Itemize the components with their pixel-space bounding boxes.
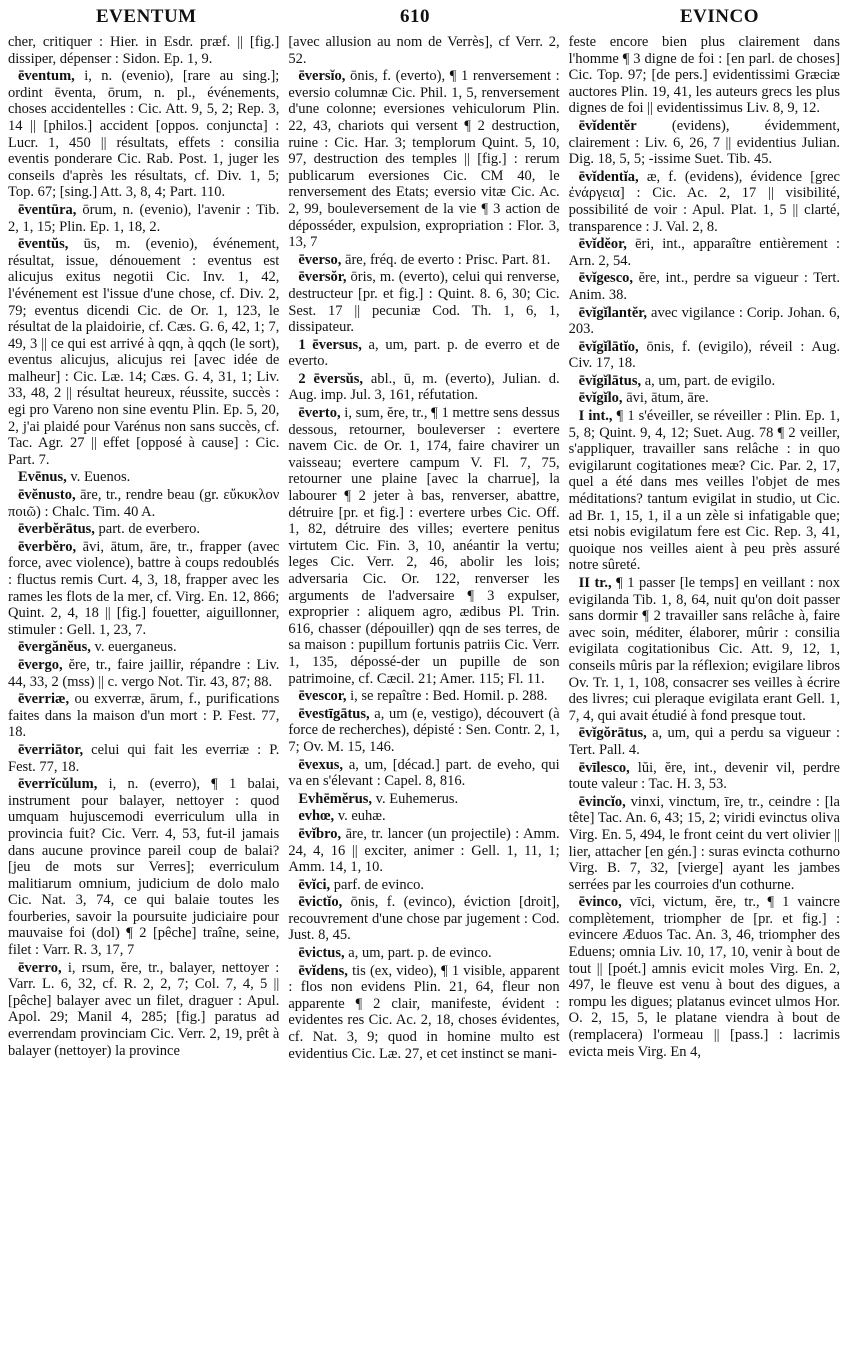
entry-headword: ēvĭgĭlātus, [578, 372, 642, 389]
entry-headword: 1 ēversus, [298, 336, 362, 353]
dictionary-entry [569, 339, 840, 372]
dictionary-entry [288, 252, 559, 269]
entry-headword: ēvĭgesco, [578, 270, 634, 287]
dictionary-entry [8, 742, 279, 775]
entry-headword: ēvĭgŏrātus, [578, 725, 647, 742]
entry-definition: tis (ex, video), ¶ 1 visible, apparent : flos non evidens Plin. 21, 64, fleur non apparente ¶ 2 clair, manifeste, évident : evidentes res Cic. Ac. 2, 18, choses évidentes, cf. Nat. 3, 9; quod in homine multo est evidentius Cic. Læ. 27, et cet instinct se mani- [288, 962, 560, 1062]
entry-definition: [avec allusion au nom de Verrès], cf Verr. 2, 52. [288, 34, 560, 67]
entry-headword: ēverbĕro, [18, 538, 77, 555]
entry-definition: ĕre, tr., faire jaillir, répandre : Liv. 44, 33, 2 (mss) || c. vergo Not. Tir. 43, 87; 88. [8, 656, 280, 690]
entry-definition: ōnis, f. (evinco), éviction [droit], recouvrement d'une chose par jugement : Cod. Just. 8, 45. [288, 894, 560, 944]
dictionary-entry [288, 757, 559, 790]
entry-headword: ēventum, [18, 68, 75, 85]
dictionary-entry [569, 34, 840, 117]
dictionary-entry [288, 269, 559, 335]
entry-headword: ēvexus, [298, 756, 344, 773]
entry-headword: ēvĭbro, [298, 825, 342, 842]
entry-headword: ēvĭdens, [298, 962, 348, 979]
column-1 [8, 34, 279, 1346]
entry-headword: ēverriātor, [18, 741, 84, 758]
entry-definition: abl., ū, m. (everto), Julian. d. Aug. imp. Jul. 3, 161, réfutation. [288, 370, 560, 404]
entry-definition: ōnis, f. (evigilo), réveil : Aug. Civ. 17, 18. [568, 338, 840, 372]
dictionary-columns [8, 34, 840, 1346]
column-2 [288, 34, 559, 1346]
dictionary-entry [569, 794, 840, 894]
entry-definition: vīci, victum, ĕre, tr., ¶ 1 vaincre complètement, triompher de [pr. et fig.] : evincere Æduos Tac. An. 3, 46, triompher des Eduens; omnia Liv. 10, 17, 10, venir à bout de tout || [poét.] amnis evicit moles Virg. En. 2, 497, le fleuve est venu à bout des digues, a rompu les digues; platanus evincet ulmos Hor. O. 2, 15, 5, le platane viendra à bout de (remplacera) l'ormeau || [pass.] : lacrimis evicta meis Virg. En 4, [568, 894, 840, 1060]
dictionary-entry [8, 469, 279, 486]
entry-headword: ēvictus, [298, 945, 345, 962]
entry-headword: ēvĭci, [298, 876, 331, 893]
entry-definition: āre, tr. lancer (un projectile) : Amm. 24, 4, 16 || exciter, animer : Gell. 1, 11, 1; Amm. 14, 1, 10. [288, 825, 560, 876]
dictionary-entry [8, 639, 279, 656]
dictionary-entry [288, 706, 559, 756]
entry-headword: ēvĭgĭlantĕr, [578, 304, 647, 321]
entry-headword: ēvergo, [18, 656, 63, 673]
entry-headword: ēversŏr, [298, 269, 347, 286]
entry-headword: ēvincĭo, [578, 793, 626, 810]
dictionary-entry [569, 305, 840, 338]
column-3 [569, 34, 840, 1346]
dictionary-entry [569, 760, 840, 793]
running-header [0, 6, 846, 32]
dictionary-entry [8, 657, 279, 690]
entry-definition: a, um, qui a perdu sa vigueur : Tert. Pall. 4. [568, 725, 840, 758]
entry-definition: a, um, part. p. de everro et de everto. [288, 336, 560, 370]
dictionary-entry [569, 894, 840, 1060]
entry-definition: v. euerganeus. [94, 639, 177, 656]
entry-headword: evhœ, [298, 808, 335, 825]
entry-headword: ēvĭgĭlātĭo, [578, 338, 639, 355]
entry-definition: avec vigilance : Corip. Johan. 6, 203. [568, 304, 840, 338]
entry-definition: vinxi, vinctum, īre, tr., ceindre : [la tête] Tac. An. 6, 43; 15, 2; viridi evinctus oliva Virg. En. 5, 494, le front ceint du vert olivier || lier, attacher [en gén.] : suras evincta cothurno Virg. B. 7, 32, [vierge] ayant les jambes serrées par les courroies d'un cothurne. [568, 793, 840, 893]
entry-headword: ēvĭdentĭa, [578, 168, 639, 185]
dictionary-entry [288, 826, 559, 876]
entry-headword: ēversĭo, [298, 68, 346, 85]
entry-definition: ūs, m. (evenio), événement, résultat, issue, dénouement : eventus est alicujus exitus negotii Cic. Inv. 1, 42, l'événement est l'issue d'une chose, cf. Div. 2, 79; eventus dicendi Cic. de Or. 1, 123, le résultat de la plaidoirie, cf. Cæs. G. 6, 42, 1; 7, 49, 3 || ce qui est arrivé à qqn, à qqch (le sort), eventus alicujus, alicujus rei [avec idée de malheur] : Cic. Læ. 14; Cæs. G. 4, 31, 1; Liv. 33, 48, 2 || résultat heureux, réussite, succès : egi pro Vareno non sine eventu Plin. Ep. 5, 20, 2, j'ai plaidé pour Varénus non sans succès, cf. Tac. Agr. 27 || effet [opposé à cause] : Cic. Part. 7. [8, 236, 280, 468]
page-number: 610 [400, 6, 430, 27]
entry-definition: āre, tr., rendre beau (gr. εὔκυκλον ποιῶ) : Chalc. Tim. 40 A. [8, 487, 280, 520]
entry-definition: i, n. (everro), ¶ 1 balai, instrument pour balayer, nettoyer : quod umquam hujuscemodi everriculum ulla in provincia fuit? Cic. Verr. 4, 53, fut-il jamais dans aucune province pareil coup de balai? [jeu de mots sur Verres]; everriculum malitiarum omnium, judicium de dolo malo Cic. Nat. 3, 74, ce qui balaie toutes les fourberies, savoir la poursuite judiciaire pour mauvaise foi (dol) ¶ 2 [pêche] traîne, seine, filet : Varr. R. 3, 17, 7 [8, 776, 280, 959]
entry-headword: 2 ēversŭs, [298, 370, 363, 387]
dictionary-entry [8, 236, 279, 468]
dictionary-entry [569, 575, 840, 724]
entry-definition: a, um, part. p. de evinco. [348, 945, 492, 962]
entry-headword: ēverro, [18, 959, 62, 976]
dictionary-entry [288, 68, 559, 251]
entry-definition: celui qui fait les everriæ : P. Fest. 77, 18. [8, 741, 280, 775]
dictionary-entry [569, 390, 840, 407]
dictionary-entry [8, 539, 279, 639]
entry-headword: ēverso, [298, 251, 342, 268]
dictionary-entry [288, 963, 559, 1063]
entry-definition: ōris, m. (everto), celui qui renverse, destructeur [pr. et fig.] : Quint. 8. 6, 30; Cic. Sest. 17 || pecuniæ Cod. Th. 1, 6, 1, dissipateur. [288, 269, 560, 336]
dictionary-entry [288, 791, 559, 808]
dictionary-entry [569, 408, 840, 574]
dictionary-entry [569, 118, 840, 168]
dictionary-entry [8, 202, 279, 235]
dictionary-entry [8, 68, 279, 201]
dictionary-entry [569, 725, 840, 758]
entry-headword: ēverrĭcŭlum, [18, 776, 98, 793]
entry-headword: ēvestīgātus, [298, 705, 370, 722]
entry-definition: ¶ 1 passer [le temps] en veillant : nox evigilanda Tib. 1, 8, 64, nuit qu'on doit passer sans dormir ¶ 2 travailler sans relâche à, faire avec soin, méditer, élaborer, mûrir : consilia evigilata cogitationibus Cic. Att. 9, 12, 1, conseils mûris par la réflexion; evigilare libros Ov. Tr. 1, 1, 108, consacrer ses veilles à écrire des livres; cui pleraque evigilata erant Gell. 1, 7, 4, qui avait étudié à fond presque tout. [568, 575, 840, 724]
entry-definition: cher, critiquer : Hier. in Esdr. præf. || [fig.] dissiper, dépenser : Sidon. Ep. 1, 9. [8, 34, 280, 67]
dictionary-entry [569, 236, 840, 269]
entry-headword: ēvergănĕus, [18, 639, 91, 656]
dictionary-entry [8, 487, 279, 520]
dictionary-entry [288, 877, 559, 894]
entry-headword: ēvĕnusto, [18, 487, 76, 504]
entry-headword: ēverriæ, [18, 691, 70, 708]
entry-headword: ēvīlesco, [578, 759, 630, 776]
dictionary-entry [288, 337, 559, 370]
entry-headword: ēverbĕrātus, [18, 521, 95, 538]
entry-definition: i, sum, ĕre, tr., ¶ 1 mettre sens dessus dessous, retourner, bouleverser : evertere navem Cic. de Or. 1, 174, faire chavirer un vaisseau; evertere campum V. Fl. 7, 75, retourner une plaine [avec la charrue], la labourer ¶ 2 jeter à bas, renverser, abattre, détruire [pr. et fig.] : evertere urbes Cic. Off. 1, 82, détruire des villes; evertere penitus virtutem Cic. Fin. 3, 10, anéantir la vertu; leges Cic. Verr. 2, 46, abolir les lois; adversaria Cic. Or. 122, renverser les arguments de l'adversaire ¶ 3 expulser, exproprier : aliquem agro, ædibus Pl. Trin. 616, chasser (dépouiller) qqn de ses terres, de sa maison : pupillum fortunis patriis Cic. Verr. 1, 135, dépossé-der un pupille de son patrimoine, cf. Cæcil. 21; Amer. 115; Fl. 11. [288, 405, 560, 687]
entry-definition: v. euhæ. [337, 808, 386, 825]
dictionary-entry [288, 34, 559, 67]
entry-definition: feste encore bien plus clairement dans l'homme ¶ 3 digne de foi : [en parl. de choses] Cic. Top. 97; [de pers.] evidentissimi Græciæ auctores Plin. 19, 41, les auteurs grecs les plus dignes de foi || evidentissimus Liv. 8, 9, 12. [568, 34, 840, 117]
entry-headword: II tr., [578, 575, 612, 591]
entry-headword: ēventūra, [18, 201, 77, 218]
dictionary-entry [288, 688, 559, 705]
header-left-guideword: EVENTUM [96, 6, 197, 27]
dictionary-entry [8, 960, 279, 1060]
entry-definition: ōrum, n. (evenio), l'avenir : Tib. 2, 1, 15; Plin. Ep. 1, 18, 2. [8, 201, 280, 235]
entry-definition: v. Euhemerus. [375, 790, 459, 807]
dictionary-entry [288, 808, 559, 825]
entry-definition: ¶ 1 s'éveiller, se réveiller : Plin. Ep. 1, 5, 8; Quint. 9, 4, 12; Suet. Aug. 78 ¶ 2 veiller, s'appliquer, travailler sans relâche : in quo evigilarunt cogitationes meæ? Cic. Par. 2, 17, quel a été dans mes veilles l'objet de mes méditations? tantum evigilat in studio, ut Cic. ad Br. 1, 15, 1, il a un zèle si infatigable que; etsi nobis evigilatum fere est Cic. Rep. 3, 41, quoique nos veilles aient à peu près assuré notre sûreté. [568, 408, 840, 574]
entry-headword: ēvinco, [578, 894, 622, 911]
entry-definition: āre, fréq. de everto : Prisc. Part. 81. [345, 251, 551, 268]
entry-definition: a, um (e, vestigo), découvert (à force de recherches), dépisté : Sen. Contr. 2, 1, 7; Ov. M. 15, 146. [288, 705, 560, 755]
entry-headword: ēvĭdĕor, [578, 236, 627, 253]
dictionary-entry [8, 691, 279, 741]
entry-definition: lŭi, ĕre, int., devenir vil, perdre toute valeur : Tac. H. 3, 53. [568, 759, 840, 793]
entry-definition: i, se repaître : Bed. Homil. p. 288. [350, 688, 548, 705]
entry-definition: ou exverræ, ārum, f., purifications faites dans la maison d'un mort : P. Fest. 77, 18. [8, 691, 280, 741]
dictionary-entry [569, 373, 840, 390]
entry-definition: āvi, ātum, āre. [626, 390, 709, 407]
entry-definition: v. Euenos. [70, 469, 131, 486]
entry-headword: ēvictĭo, [298, 894, 343, 911]
dictionary-entry [288, 405, 559, 687]
dictionary-entry [288, 371, 559, 404]
entry-headword: ēvĭdentĕr [578, 117, 637, 134]
entry-definition: i, n. (evenio), [rare au sing.]; ordint ēventa, ōrum, n. pl., événements, choses accidentelles : Cic. Att. 9, 5, 2; Rep. 3, 14 || [philos.] accident [oppos. conjuncta] : Lucr. 1, 450 || résultats, effets : consilia eventis ponderare Cic. Rab. Post. 1, juger les conseils d'après les résultats, cf. Div. 1, 5; Top. 67; [sing.] Att. 3, 8, 4; Part. 110. [8, 68, 280, 201]
entry-headword: ēvescor, [298, 688, 347, 705]
dictionary-entry [8, 776, 279, 959]
header-right-guideword: EVINCO [680, 6, 760, 27]
entry-definition: ēri, int., apparaître entièrement : Arn. 2, 54. [568, 236, 840, 269]
entry-definition: part. de everbero. [98, 521, 200, 538]
entry-definition: ĕre, int., perdre sa vigueur : Tert. Anim. 38. [568, 270, 840, 303]
entry-definition: āvi, ātum, āre, tr., frapper (avec force, avec violence), battre à coups redoublés : fluctus remis Curt. 4, 3, 18, frapper avec les rames les flots de la mer, cf. Virg. En. 12, 866; Quint. 2, 4, 18 || [fig.] fouetter, aiguillonner, stimuler : Gell. 1, 23, 7. [8, 538, 280, 638]
entry-definition: æ, f. (evidens), évidence [grec ἐνάργεια] : Cic. Ac. 2, 17 || visibilité, possibilité de voir : Apul. Plat. 1, 5 || clarté, transparence : J. Val. 2, 8. [568, 168, 840, 235]
dictionary-entry [569, 270, 840, 303]
entry-headword: Evēnus, [18, 469, 67, 486]
entry-definition: i, rsum, ĕre, tr., balayer, nettoyer : Varr. L. 6, 32, cf. R. 2, 2, 7; Col. 7, 4, 5 || [pêche] balayer avec un filet, draguer : Apul. Apol. 29; Manil 4, 285; [fig.] paratus ad everrendam provinciam Cic. Verr. 2, 19, prêt à balayer (nettoyer) la province [8, 959, 280, 1059]
entry-definition: parf. de evinco. [333, 876, 424, 893]
dictionary-entry [569, 169, 840, 235]
entry-headword: ēvĭgĭlo, [578, 390, 623, 407]
entry-headword: I int., [578, 408, 613, 425]
dictionary-entry [288, 894, 559, 944]
entry-definition: a, um, part. de evigilo. [644, 372, 776, 389]
entry-headword: ēverto, [298, 405, 341, 422]
entry-definition: (evidens), évidemment, clairement : Liv. 6, 26, 7 || evidentius Julian. Dig. 18, 5, 5; -issime Suet. Tib. 45. [568, 117, 840, 168]
entry-definition: ōnis, f. (everto), ¶ 1 renversement : eversio columnæ Cic. Phil. 1, 5, renversement d'une colonne; eversiones vehiculorum Plin. 22, 43, chariots qui versent ¶ 2 destruction, ruine : Cic. Har. 3; templorum Quint. 5, 10, 97, destruction des temples || [fig.] : rerum publicarum eversiones Cic. CM 40, le renversement des Etats; eversio vitæ Cic. Ac. 2, 99, bouleversement de la vie ¶ 3 action de déposséder, expulsion, expropriation : Flor. 3, 13, 7 [288, 68, 560, 251]
dictionary-entry [288, 945, 559, 962]
dictionary-entry [8, 34, 279, 67]
entry-headword: ēventŭs, [18, 236, 69, 253]
entry-headword: Evhēmĕrus, [298, 790, 373, 807]
dictionary-entry [8, 521, 279, 538]
entry-definition: a, um, [décad.] part. de eveho, qui va en s'élevant : Capel. 8, 816. [288, 756, 560, 790]
